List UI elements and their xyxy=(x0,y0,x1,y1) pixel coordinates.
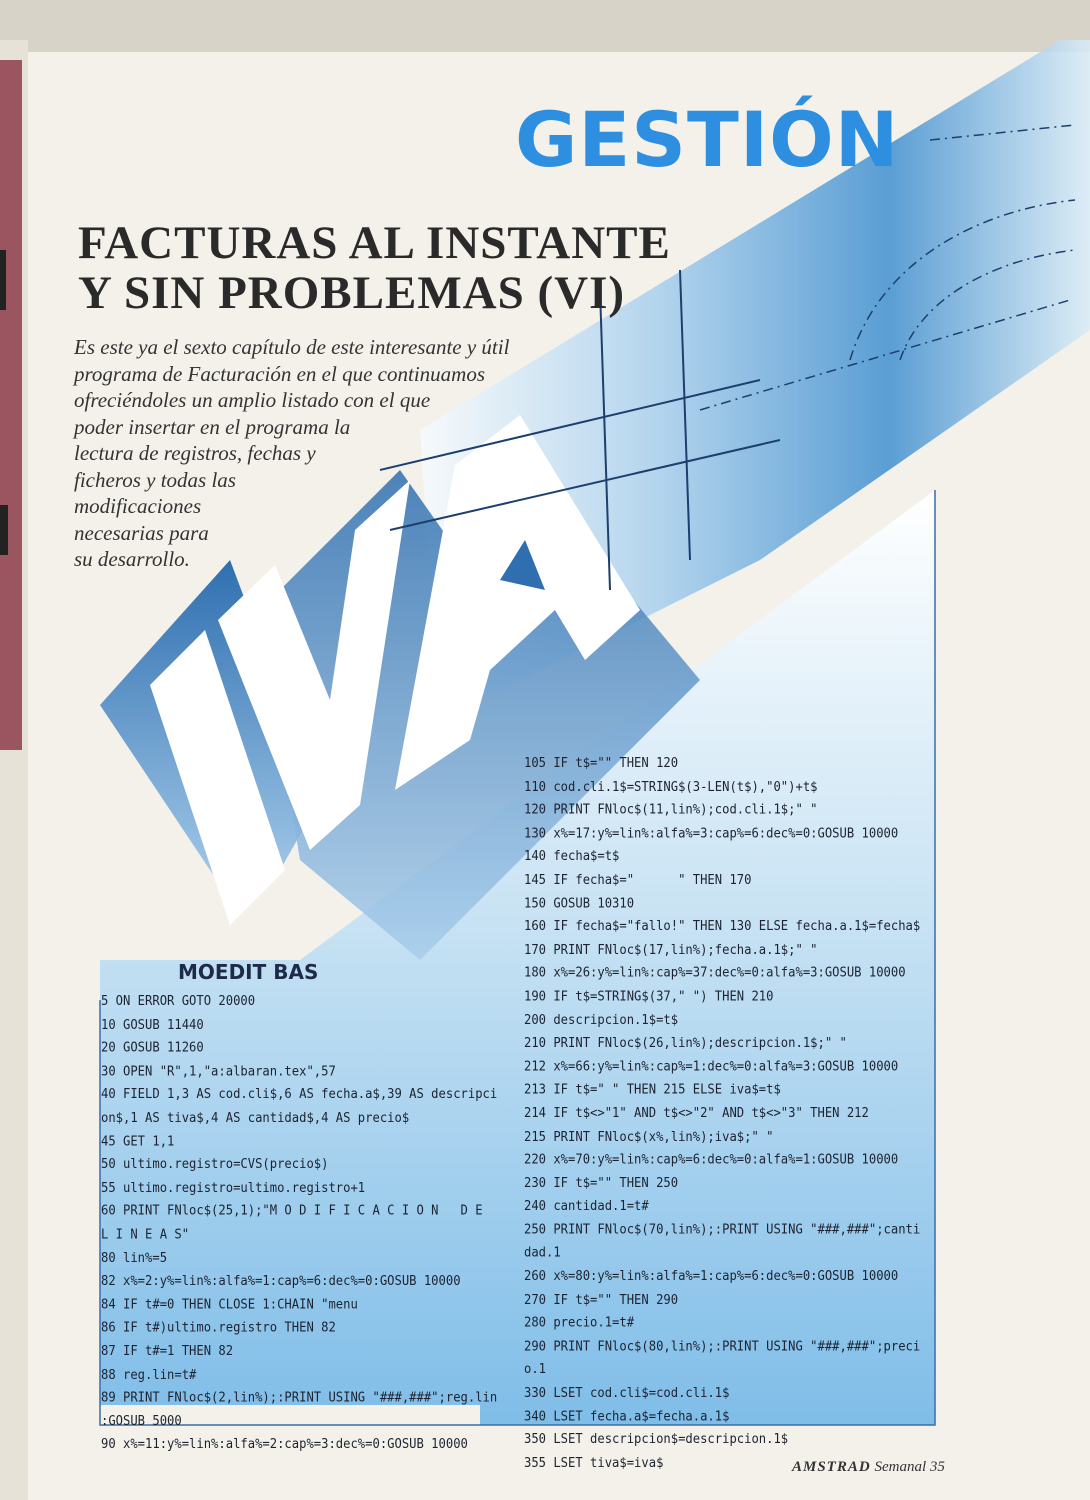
code-line: L I N E A S" xyxy=(101,1226,190,1242)
code-line: 40 FIELD 1,3 AS cod.cli$,6 AS fecha.a$,39 AS descripci xyxy=(101,1086,498,1102)
intro-line: programa de Facturación en el que continuamos xyxy=(74,361,485,386)
code-line: 87 IF t#=1 THEN 82 xyxy=(101,1343,234,1359)
code-listing-left xyxy=(101,990,497,1456)
code-line: 30 OPEN "R",1,"a:albaran.tex",57 xyxy=(101,1063,336,1079)
code-line: 60 PRINT FNloc$(25,1);"M O D I F I C A C I O N D E xyxy=(101,1203,483,1219)
code-line: 210 PRINT FNloc$(26,lin%);descripcion.1$;" " xyxy=(524,1035,847,1051)
code-line: 5 ON ERROR GOTO 20000 xyxy=(101,993,256,1009)
code-line: on$,1 AS tiva$,4 AS cantidad$,4 AS precio$ xyxy=(101,1109,410,1125)
code-line: 150 GOSUB 10310 xyxy=(524,895,635,911)
code-line: 330 LSET cod.cli$=cod.cli.1$ xyxy=(524,1384,730,1401)
code-line: 110 cod.cli.1$=STRING$(3-LEN(t$),"0")+t$ xyxy=(524,778,818,794)
magazine-issue: Semanal xyxy=(874,1459,927,1475)
listing-title: MOEDIT BAS xyxy=(178,960,319,984)
code-line: :GOSUB 5000 xyxy=(101,1413,182,1429)
article-title-line: FACTURAS AL INSTANTE xyxy=(78,217,671,269)
code-line: 84 IF t#=0 THEN CLOSE 1:CHAIN "menu xyxy=(101,1296,358,1312)
code-line: 230 IF t$="" THEN 250 xyxy=(524,1175,679,1191)
intro-line: lectura de registros, fechas y xyxy=(74,441,316,465)
code-line: 120 PRINT FNloc$(11,lin%);cod.cli.1$;" " xyxy=(524,801,818,818)
code-line: 88 reg.lin=t# xyxy=(101,1366,197,1382)
code-listing-right xyxy=(524,752,920,1475)
code-line: 213 IF t$=" " THEN 215 ELSE iva$=t$ xyxy=(524,1081,781,1097)
code-line: 140 fecha$=t$ xyxy=(524,848,620,864)
code-line: 80 lin%=5 xyxy=(101,1249,168,1265)
intro-line: su desarrollo. xyxy=(74,547,190,571)
code-line: 280 precio.1=t# xyxy=(524,1314,635,1331)
code-line: 290 PRINT FNloc$(80,lin%);:PRINT USING "###,###";preci xyxy=(524,1338,921,1354)
code-line: 240 cantidad.1=t# xyxy=(524,1198,649,1214)
code-line: 105 IF t$="" THEN 120 xyxy=(524,755,679,771)
code-line: dad.1 xyxy=(524,1244,561,1261)
page-footer xyxy=(792,1459,945,1476)
code-line: 270 IF t$="" THEN 290 xyxy=(524,1291,679,1307)
code-line: 130 x%=17:y%=lin%:alfa%=3:cap%=6:dec%=0:GOSUB 10000 xyxy=(524,825,899,841)
intro-line: Es este ya el sexto capítulo de este interesante y útil xyxy=(74,335,510,359)
code-line: o.1 xyxy=(524,1361,547,1377)
code-line: 82 x%=2:y%=lin%:alfa%=1:cap%=6:dec%=0:GOSUB 10000 xyxy=(101,1273,461,1289)
code-line: 214 IF t$<>"1" AND t$<>"2" AND t$<>"3" THEN 212 xyxy=(524,1105,869,1121)
intro-line: poder insertar en el programa la xyxy=(74,414,351,439)
code-line: 350 LSET descripcion$=descripcion.1$ xyxy=(524,1431,789,1447)
article-intro xyxy=(74,334,574,573)
code-line: 220 x%=70:y%=lin%:cap%=6:dec%=0:alfa%=1:GOSUB 10000 xyxy=(524,1151,899,1167)
intro-line: ofreciéndoles un amplio listado con el que xyxy=(74,388,431,412)
code-line: 145 IF fecha$=" " THEN 170 xyxy=(524,871,752,887)
code-line: 90 x%=11:y%=lin%:alfa%=2:cap%=3:dec%=0:GOSUB 10000 xyxy=(101,1436,468,1452)
code-line: 50 ultimo.registro=CVS(precio$) xyxy=(101,1156,329,1172)
code-line: 45 GET 1,1 xyxy=(101,1133,175,1149)
code-line: 180 x%=26:y%=lin%:cap%=37:dec%=0:alfa%=3:GOSUB 10000 xyxy=(524,965,906,981)
code-line: 340 LSET fecha.a$=fecha.a.1$ xyxy=(524,1408,730,1424)
page-number: 35 xyxy=(929,1459,945,1475)
code-line: 170 PRINT FNloc$(17,lin%);fecha.a.1$;" " xyxy=(524,941,818,957)
code-line: 86 IF t#)ultimo.registro THEN 82 xyxy=(101,1319,336,1335)
code-line: 355 LSET tiva$=iva$ xyxy=(524,1454,664,1470)
code-line: 190 IF t$=STRING$(37," ") THEN 210 xyxy=(524,988,774,1004)
intro-line: ficheros y todas las xyxy=(74,467,236,492)
code-line: 250 PRINT FNloc$(70,lin%);:PRINT USING "###,###";canti xyxy=(524,1221,921,1237)
code-line: 55 ultimo.registro=ultimo.registro+1 xyxy=(101,1179,366,1195)
code-line: 212 x%=66:y%=lin%:cap%=1:dec%=0:alfa%=3:GOSUB 10000 xyxy=(524,1058,899,1074)
code-line: 89 PRINT FNloc$(2,lin%);:PRINT USING "###,###";reg.lin xyxy=(101,1389,498,1405)
magazine-name: AMSTRAD xyxy=(792,1459,871,1475)
code-line: 260 x%=80:y%=lin%:alfa%=1:cap%=6:dec%=0:GOSUB 10000 xyxy=(524,1268,899,1284)
code-line: 160 IF fecha$="fallo!" THEN 130 ELSE fecha.a.1$=fecha$ xyxy=(524,918,921,934)
intro-line: necesarias para xyxy=(74,520,209,545)
code-line: 200 descripcion.1$=t$ xyxy=(524,1011,679,1027)
code-line: 20 GOSUB 11260 xyxy=(101,1039,204,1056)
code-line: 10 GOSUB 11440 xyxy=(101,1016,204,1032)
section-heading: GESTIÓN xyxy=(515,95,900,184)
intro-line: modificaciones xyxy=(74,494,202,518)
article-title-line: Y SIN PROBLEMAS (VI) xyxy=(78,267,626,319)
article-title xyxy=(78,218,671,318)
code-line: 215 PRINT FNloc$(x%,lin%);iva$;" " xyxy=(524,1128,774,1144)
